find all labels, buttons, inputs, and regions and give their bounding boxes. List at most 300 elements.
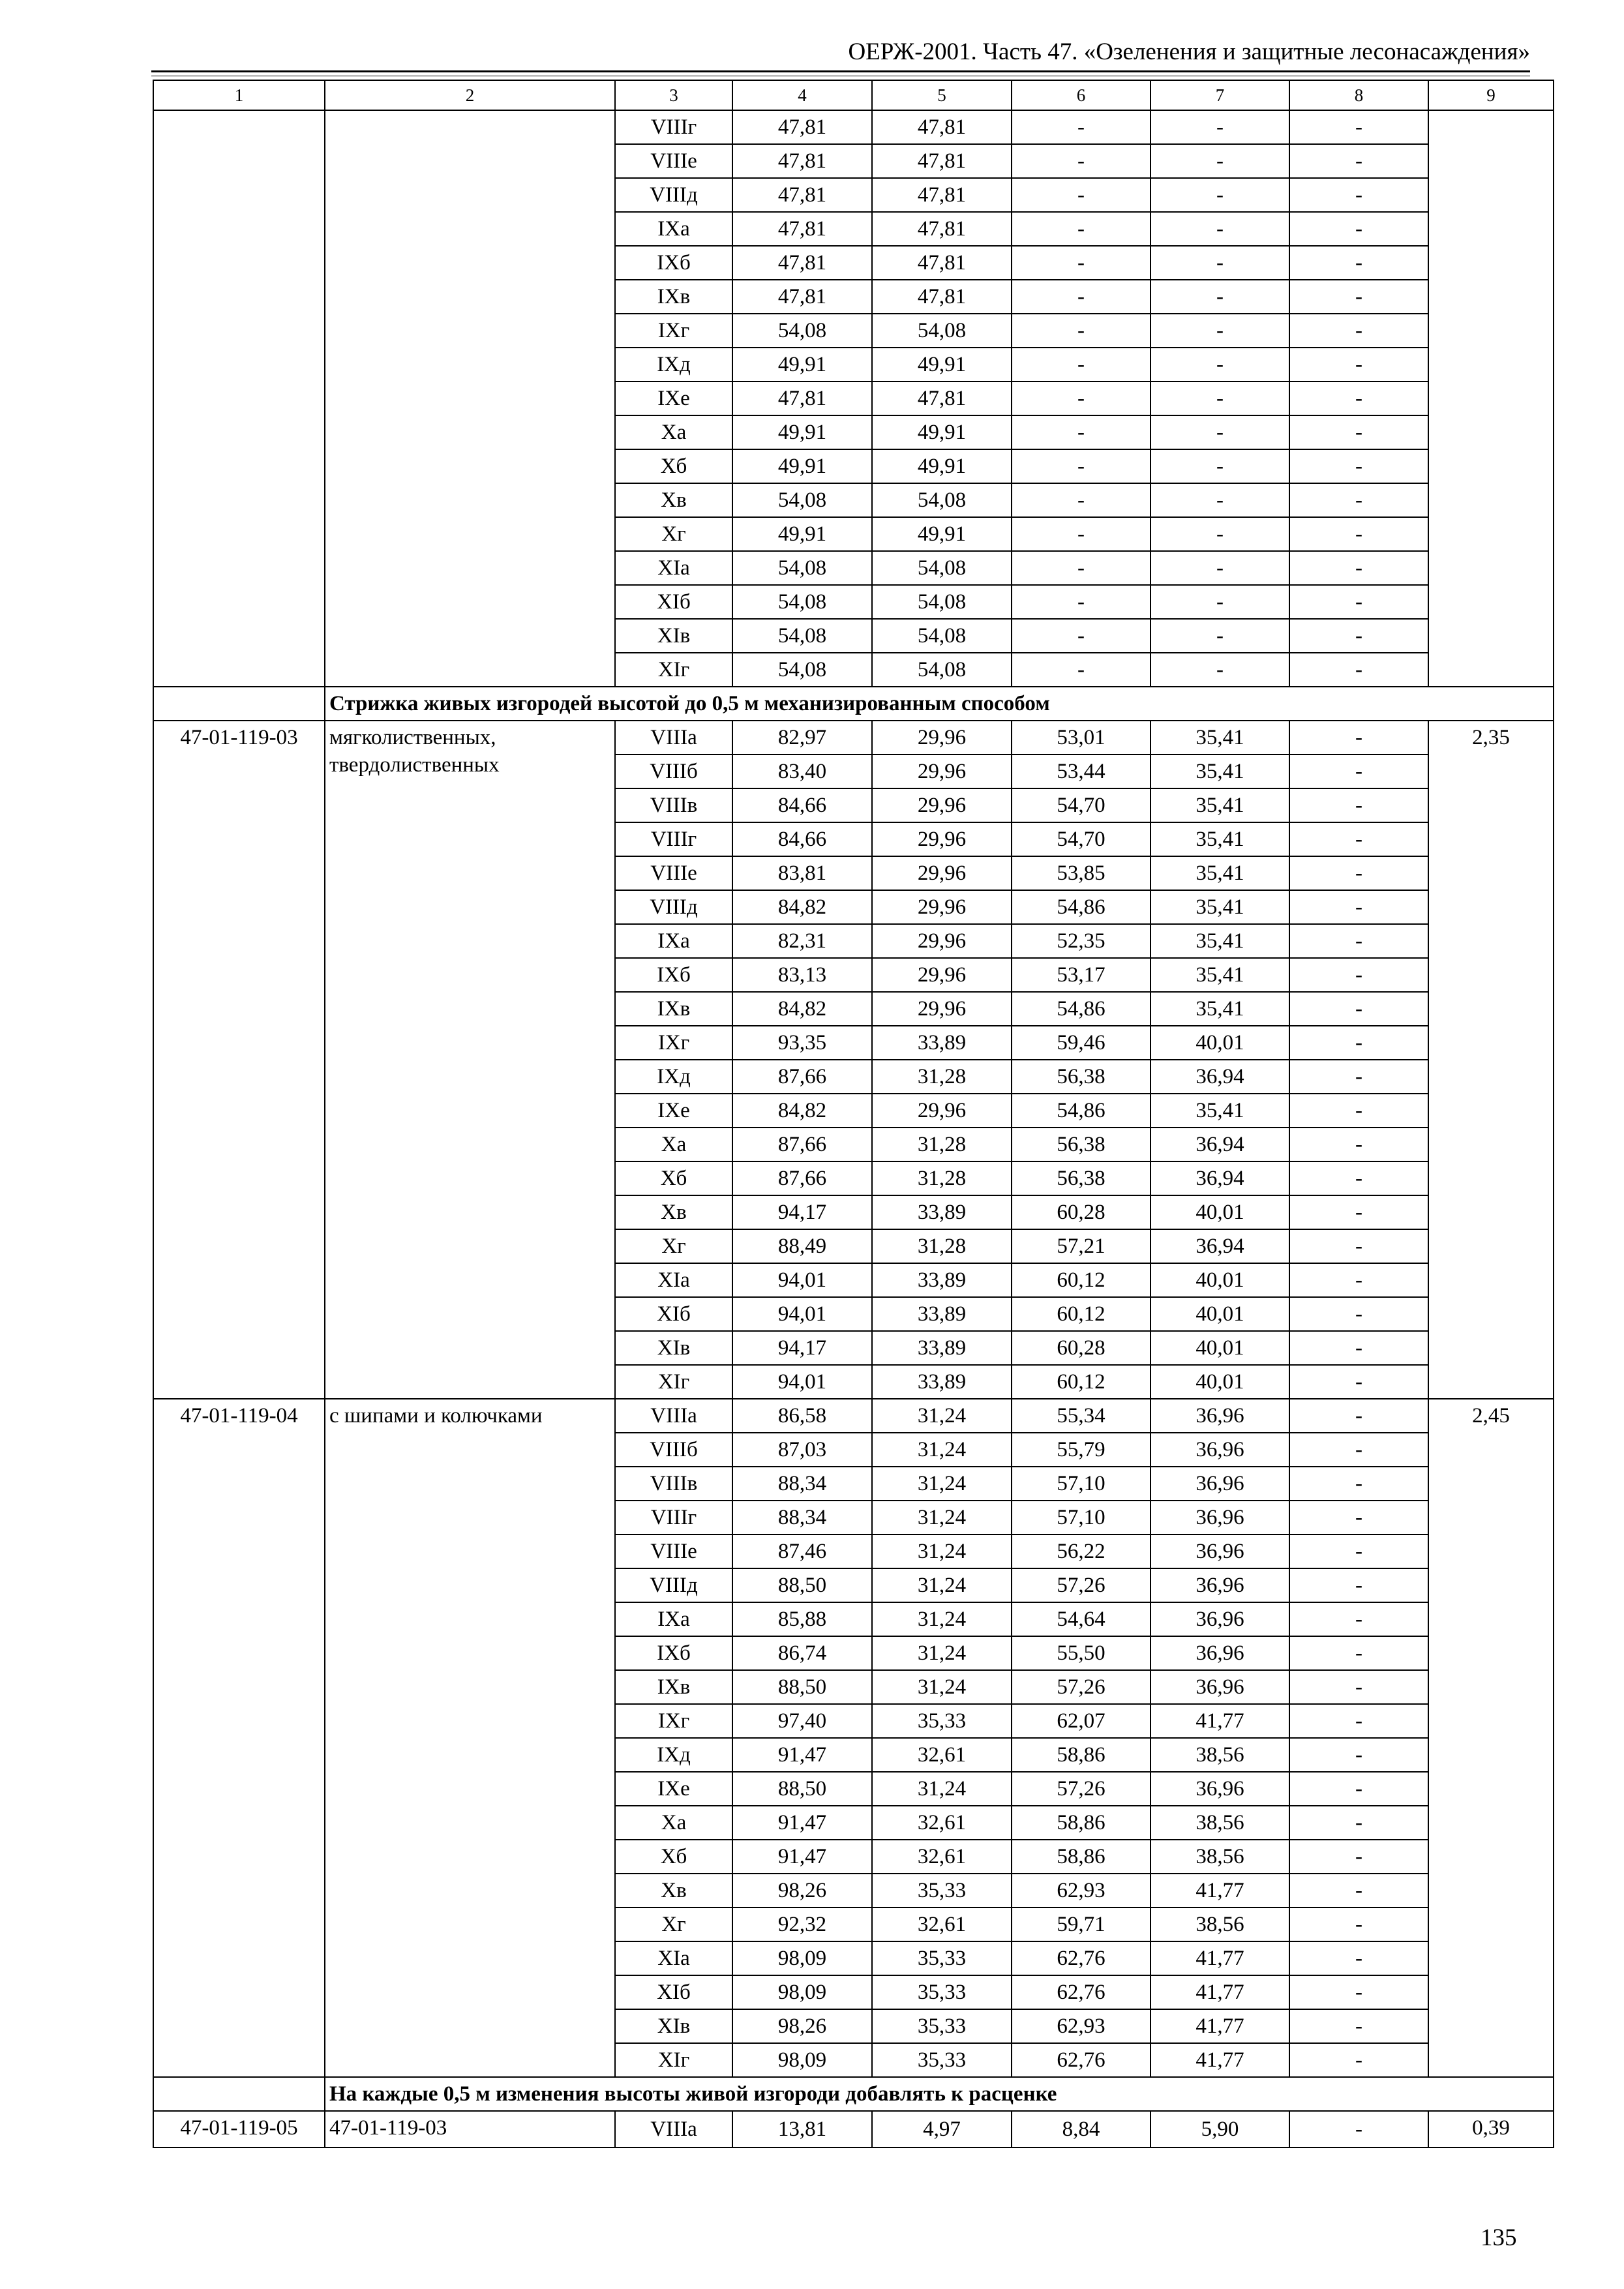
machinists-wages-cell: 36,96 [1150, 1534, 1289, 1568]
zone-cell: IXд [615, 348, 732, 382]
materials-cell: - [1289, 958, 1428, 992]
machinists-wages-cell: 35,41 [1150, 788, 1289, 822]
machines-cell: 60,12 [1012, 1263, 1150, 1297]
wages-cell: 32,61 [872, 1738, 1012, 1772]
machinists-wages-cell: - [1150, 653, 1289, 687]
machines-cell: 53,17 [1012, 958, 1150, 992]
total-cost-cell: 49,91 [732, 415, 872, 449]
total-cost-cell: 54,08 [732, 483, 872, 517]
wages-cell: 33,89 [872, 1297, 1012, 1331]
total-cost-cell: 91,47 [732, 1840, 872, 1874]
materials-cell: - [1289, 1908, 1428, 1941]
machines-cell: 53,85 [1012, 856, 1150, 890]
materials-cell: - [1289, 1840, 1428, 1874]
machines-cell: 62,76 [1012, 1941, 1150, 1975]
machines-cell: 58,86 [1012, 1840, 1150, 1874]
total-cost-cell: 84,66 [732, 788, 872, 822]
wages-cell: 49,91 [872, 517, 1012, 551]
machinists-wages-cell: 36,96 [1150, 1433, 1289, 1467]
materials-cell: - [1289, 788, 1428, 822]
machinists-wages-cell: - [1150, 178, 1289, 212]
column-number: 8 [1289, 80, 1428, 110]
total-cost-cell: 49,91 [732, 348, 872, 382]
machinists-wages-cell: 38,56 [1150, 1738, 1289, 1772]
materials-cell: - [1289, 314, 1428, 348]
machines-cell: 56,38 [1012, 1161, 1150, 1195]
materials-cell: - [1289, 246, 1428, 280]
total-cost-cell: 94,01 [732, 1297, 872, 1331]
machinists-wages-cell: 40,01 [1150, 1263, 1289, 1297]
wages-cell: 29,96 [872, 721, 1012, 755]
section-code-cell [153, 687, 325, 721]
machines-cell: 62,76 [1012, 1975, 1150, 2009]
machinists-wages-cell: 40,01 [1150, 1297, 1289, 1331]
zone-cell: VIIIд [615, 890, 732, 924]
machines-cell: 62,93 [1012, 2009, 1150, 2043]
wages-cell: 54,08 [872, 551, 1012, 585]
machinists-wages-cell: - [1150, 348, 1289, 382]
total-cost-cell: 98,26 [732, 1874, 872, 1908]
materials-cell: - [1289, 1772, 1428, 1806]
materials-cell: - [1289, 1433, 1428, 1467]
machinists-wages-cell: 38,56 [1150, 1840, 1289, 1874]
total-cost-cell: 98,09 [732, 1941, 872, 1975]
materials-cell: - [1289, 1874, 1428, 1908]
machines-cell: 59,71 [1012, 1908, 1150, 1941]
wages-cell: 32,61 [872, 1840, 1012, 1874]
zone-cell: VIIIб [615, 755, 732, 788]
machinists-wages-cell: 36,96 [1150, 1467, 1289, 1501]
wages-cell: 54,08 [872, 619, 1012, 653]
materials-cell: - [1289, 517, 1428, 551]
wages-cell: 31,28 [872, 1161, 1012, 1195]
wages-cell: 35,33 [872, 2043, 1012, 2077]
wages-cell: 31,24 [872, 1501, 1012, 1534]
materials-cell: - [1289, 585, 1428, 619]
machinists-wages-cell: 38,56 [1150, 1908, 1289, 1941]
zone-cell: IXе [615, 1772, 732, 1806]
zone-cell: IXе [615, 382, 732, 415]
machinists-wages-cell: - [1150, 619, 1289, 653]
labor-cost-cell: 2,35 [1428, 721, 1554, 1399]
wages-cell: 35,33 [872, 1941, 1012, 1975]
wages-cell: 29,96 [872, 822, 1012, 856]
zone-cell: XIг [615, 653, 732, 687]
column-number: 2 [325, 80, 615, 110]
machinists-wages-cell: 36,94 [1150, 1229, 1289, 1263]
zone-cell: VIIIе [615, 1534, 732, 1568]
wages-cell: 33,89 [872, 1331, 1012, 1365]
zone-cell: VIIIв [615, 788, 732, 822]
machines-cell: 54,86 [1012, 890, 1150, 924]
zone-cell: XIб [615, 1975, 732, 2009]
total-cost-cell: 54,08 [732, 619, 872, 653]
machinists-wages-cell: - [1150, 382, 1289, 415]
rate-name [325, 110, 615, 687]
machinists-wages-cell: 35,41 [1150, 856, 1289, 890]
zone-cell: VIIIа [615, 1399, 732, 1433]
machines-cell: - [1012, 348, 1150, 382]
zone-cell: VIIIе [615, 144, 732, 178]
wages-cell: 54,08 [872, 483, 1012, 517]
zone-cell: VIIIа [615, 2111, 732, 2147]
column-number: 6 [1012, 80, 1150, 110]
machinists-wages-cell: 40,01 [1150, 1195, 1289, 1229]
section-title: Стрижка живых изгородей высотой до 0,5 м механизированным способом [325, 687, 1554, 721]
machinists-wages-cell: 41,77 [1150, 2009, 1289, 2043]
machinists-wages-cell: 36,96 [1150, 1772, 1289, 1806]
zone-cell: IXв [615, 992, 732, 1026]
wages-cell: 33,89 [872, 1263, 1012, 1297]
wages-cell: 31,24 [872, 1467, 1012, 1501]
zone-cell: IXа [615, 1602, 732, 1636]
total-cost-cell: 83,81 [732, 856, 872, 890]
materials-cell: - [1289, 1161, 1428, 1195]
wages-cell: 54,08 [872, 585, 1012, 619]
machines-cell: - [1012, 178, 1150, 212]
labor-cost-cell: 2,45 [1428, 1399, 1554, 2077]
machinists-wages-cell: - [1150, 483, 1289, 517]
materials-cell: - [1289, 1704, 1428, 1738]
materials-cell: - [1289, 1297, 1428, 1331]
wages-cell: 31,24 [872, 1772, 1012, 1806]
machinists-wages-cell: 35,41 [1150, 755, 1289, 788]
materials-cell: - [1289, 1806, 1428, 1840]
total-cost-cell: 86,74 [732, 1636, 872, 1670]
labor-cost-cell: 0,39 [1428, 2111, 1554, 2147]
materials-cell: - [1289, 1128, 1428, 1161]
machines-cell: - [1012, 653, 1150, 687]
wages-cell: 31,24 [872, 1534, 1012, 1568]
table-row [153, 721, 1554, 755]
total-cost-cell: 91,47 [732, 1738, 872, 1772]
machines-cell: - [1012, 449, 1150, 483]
zone-cell: XIг [615, 2043, 732, 2077]
total-cost-cell: 86,58 [732, 1399, 872, 1433]
total-cost-cell: 87,66 [732, 1060, 872, 1094]
materials-cell: - [1289, 1602, 1428, 1636]
machinists-wages-cell: 36,96 [1150, 1568, 1289, 1602]
materials-cell: - [1289, 1738, 1428, 1772]
zone-cell: XIа [615, 551, 732, 585]
wages-cell: 31,24 [872, 1399, 1012, 1433]
total-cost-cell: 49,91 [732, 449, 872, 483]
total-cost-cell: 82,31 [732, 924, 872, 958]
machines-cell: 55,79 [1012, 1433, 1150, 1467]
zone-cell: XIб [615, 585, 732, 619]
machines-cell: 57,26 [1012, 1568, 1150, 1602]
total-cost-cell: 87,66 [732, 1161, 872, 1195]
total-cost-cell: 94,01 [732, 1263, 872, 1297]
materials-cell: - [1289, 449, 1428, 483]
zone-cell: IXд [615, 1738, 732, 1772]
machinists-wages-cell: - [1150, 415, 1289, 449]
machinists-wages-cell: 36,96 [1150, 1399, 1289, 1433]
total-cost-cell: 97,40 [732, 1704, 872, 1738]
machinists-wages-cell: 41,77 [1150, 1704, 1289, 1738]
total-cost-cell: 82,97 [732, 721, 872, 755]
machines-cell: 62,93 [1012, 1874, 1150, 1908]
rate-code: 47-01-119-04 [153, 1399, 325, 2077]
machines-cell: - [1012, 619, 1150, 653]
machines-cell: - [1012, 144, 1150, 178]
machinists-wages-cell: 35,41 [1150, 721, 1289, 755]
wages-cell: 31,28 [872, 1060, 1012, 1094]
total-cost-cell: 94,17 [732, 1331, 872, 1365]
machinists-wages-cell: 36,96 [1150, 1602, 1289, 1636]
machines-cell: - [1012, 415, 1150, 449]
materials-cell: - [1289, 1331, 1428, 1365]
materials-cell: - [1289, 1229, 1428, 1263]
materials-cell: - [1289, 1670, 1428, 1704]
machinists-wages-cell: 41,77 [1150, 1941, 1289, 1975]
materials-cell: - [1289, 856, 1428, 890]
materials-cell: - [1289, 619, 1428, 653]
total-cost-cell: 93,35 [732, 1026, 872, 1060]
total-cost-cell: 83,13 [732, 958, 872, 992]
wages-cell: 33,89 [872, 1365, 1012, 1399]
wages-cell: 33,89 [872, 1026, 1012, 1060]
materials-cell: - [1289, 1568, 1428, 1602]
materials-cell: - [1289, 144, 1428, 178]
header-rule [151, 70, 1530, 72]
wages-cell: 49,91 [872, 449, 1012, 483]
machinists-wages-cell: 35,41 [1150, 924, 1289, 958]
machines-cell: 60,28 [1012, 1195, 1150, 1229]
machines-cell: - [1012, 280, 1150, 314]
materials-cell: - [1289, 110, 1428, 144]
machines-cell: 55,50 [1012, 1636, 1150, 1670]
total-cost-cell: 84,82 [732, 1094, 872, 1128]
materials-cell: - [1289, 178, 1428, 212]
machinists-wages-cell: 36,94 [1150, 1128, 1289, 1161]
machinists-wages-cell: - [1150, 212, 1289, 246]
machines-cell: 8,84 [1012, 2111, 1150, 2147]
section-title: На каждые 0,5 м изменения высоты живой изгороди добавлять к расценке [325, 2077, 1554, 2111]
page-number: 135 [1481, 2224, 1517, 2251]
machinists-wages-cell: 36,94 [1150, 1161, 1289, 1195]
materials-cell: - [1289, 2009, 1428, 2043]
total-cost-cell: 54,08 [732, 653, 872, 687]
wages-cell: 31,28 [872, 1128, 1012, 1161]
total-cost-cell: 47,81 [732, 382, 872, 415]
zone-cell: VIIIг [615, 110, 732, 144]
zone-cell: VIIIв [615, 1467, 732, 1501]
zone-cell: Xа [615, 1128, 732, 1161]
machines-cell: 57,21 [1012, 1229, 1150, 1263]
total-cost-cell: 84,82 [732, 890, 872, 924]
total-cost-cell: 88,34 [732, 1467, 872, 1501]
wages-cell: 54,08 [872, 653, 1012, 687]
materials-cell: - [1289, 1094, 1428, 1128]
wages-cell: 49,91 [872, 415, 1012, 449]
rate-name: с шипами и колючками [325, 1399, 615, 2077]
machinists-wages-cell: 36,96 [1150, 1501, 1289, 1534]
machinists-wages-cell: 36,96 [1150, 1670, 1289, 1704]
total-cost-cell: 49,91 [732, 517, 872, 551]
wages-cell: 47,81 [872, 246, 1012, 280]
table-row [153, 1399, 1554, 1433]
machines-cell: 58,86 [1012, 1806, 1150, 1840]
machinists-wages-cell: - [1150, 246, 1289, 280]
zone-cell: VIIIб [615, 1433, 732, 1467]
materials-cell: - [1289, 755, 1428, 788]
wages-cell: 33,89 [872, 1195, 1012, 1229]
materials-cell: - [1289, 2043, 1428, 2077]
column-number: 5 [872, 80, 1012, 110]
machines-cell: 53,44 [1012, 755, 1150, 788]
wages-cell: 29,96 [872, 856, 1012, 890]
wages-cell: 4,97 [872, 2111, 1012, 2147]
zone-cell: VIIIг [615, 822, 732, 856]
machines-cell: 60,28 [1012, 1331, 1150, 1365]
total-cost-cell: 84,66 [732, 822, 872, 856]
machines-cell: - [1012, 246, 1150, 280]
machines-cell: - [1012, 551, 1150, 585]
wages-cell: 47,81 [872, 212, 1012, 246]
machines-cell: 54,86 [1012, 1094, 1150, 1128]
wages-cell: 35,33 [872, 1704, 1012, 1738]
materials-cell: - [1289, 822, 1428, 856]
machinists-wages-cell: - [1150, 585, 1289, 619]
materials-cell: - [1289, 212, 1428, 246]
zone-cell: IXб [615, 958, 732, 992]
machinists-wages-cell: 35,41 [1150, 890, 1289, 924]
machines-cell: 54,86 [1012, 992, 1150, 1026]
machines-cell: 62,07 [1012, 1704, 1150, 1738]
wages-cell: 49,91 [872, 348, 1012, 382]
rate-code: 47-01-119-05 [153, 2111, 325, 2147]
wages-cell: 47,81 [872, 110, 1012, 144]
wages-cell: 54,08 [872, 314, 1012, 348]
machinists-wages-cell: 35,41 [1150, 1094, 1289, 1128]
rate-code: 47-01-119-03 [153, 721, 325, 1399]
wages-cell: 35,33 [872, 2009, 1012, 2043]
total-cost-cell: 98,09 [732, 1975, 872, 2009]
materials-cell: - [1289, 992, 1428, 1026]
total-cost-cell: 47,81 [732, 110, 872, 144]
total-cost-cell: 88,50 [732, 1772, 872, 1806]
table-row [153, 110, 1554, 144]
zone-cell: IXа [615, 924, 732, 958]
materials-cell: - [1289, 1467, 1428, 1501]
machines-cell: 54,70 [1012, 822, 1150, 856]
wages-cell: 32,61 [872, 1806, 1012, 1840]
zone-cell: Xа [615, 1806, 732, 1840]
total-cost-cell: 83,40 [732, 755, 872, 788]
total-cost-cell: 47,81 [732, 246, 872, 280]
machinists-wages-cell: 5,90 [1150, 2111, 1289, 2147]
machines-cell: - [1012, 382, 1150, 415]
machinists-wages-cell: 35,41 [1150, 958, 1289, 992]
zone-cell: IXв [615, 280, 732, 314]
total-cost-cell: 94,17 [732, 1195, 872, 1229]
zone-cell: Xв [615, 1874, 732, 1908]
wages-cell: 29,96 [872, 924, 1012, 958]
zone-cell: VIIIе [615, 856, 732, 890]
machines-cell: - [1012, 314, 1150, 348]
machines-cell: 62,76 [1012, 2043, 1150, 2077]
materials-cell: - [1289, 1060, 1428, 1094]
total-cost-cell: 87,03 [732, 1433, 872, 1467]
zone-cell: IXб [615, 1636, 732, 1670]
wages-cell: 29,96 [872, 890, 1012, 924]
machinists-wages-cell: - [1150, 280, 1289, 314]
zone-cell: XIв [615, 1331, 732, 1365]
wages-cell: 31,24 [872, 1568, 1012, 1602]
materials-cell: - [1289, 483, 1428, 517]
wages-cell: 35,33 [872, 1975, 1012, 2009]
total-cost-cell: 47,81 [732, 280, 872, 314]
zone-cell: IXе [615, 1094, 732, 1128]
section-header-row [153, 687, 1554, 721]
machines-cell: 57,26 [1012, 1772, 1150, 1806]
machinists-wages-cell: - [1150, 449, 1289, 483]
machines-cell: 53,01 [1012, 721, 1150, 755]
zone-cell: Xв [615, 483, 732, 517]
zone-cell: XIв [615, 2009, 732, 2043]
materials-cell: - [1289, 653, 1428, 687]
total-cost-cell: 88,50 [732, 1568, 872, 1602]
zone-cell: IXд [615, 1060, 732, 1094]
machinists-wages-cell: 40,01 [1150, 1026, 1289, 1060]
zone-cell: IXв [615, 1670, 732, 1704]
total-cost-cell: 47,81 [732, 178, 872, 212]
machines-cell: 57,10 [1012, 1501, 1150, 1534]
materials-cell: - [1289, 1501, 1428, 1534]
page-header: ОЕРЖ-2001. Часть 47. «Озеленения и защитные лесонасаждения» [848, 38, 1530, 65]
total-cost-cell: 54,08 [732, 551, 872, 585]
zone-cell: IXг [615, 1704, 732, 1738]
total-cost-cell: 47,81 [732, 212, 872, 246]
materials-cell: - [1289, 1636, 1428, 1670]
zone-cell: Xв [615, 1195, 732, 1229]
column-number: 7 [1150, 80, 1289, 110]
wages-cell: 47,81 [872, 178, 1012, 212]
zone-cell: Xа [615, 415, 732, 449]
machinists-wages-cell: - [1150, 517, 1289, 551]
zone-cell: Xб [615, 1840, 732, 1874]
materials-cell: - [1289, 551, 1428, 585]
section-header-row [153, 2077, 1554, 2111]
wages-cell: 47,81 [872, 144, 1012, 178]
rate-code [153, 110, 325, 687]
total-cost-cell: 87,66 [732, 1128, 872, 1161]
total-cost-cell: 88,49 [732, 1229, 872, 1263]
table-row [153, 2111, 1554, 2147]
machinists-wages-cell: - [1150, 144, 1289, 178]
total-cost-cell: 88,34 [732, 1501, 872, 1534]
labor-cost-cell [1428, 110, 1554, 687]
wages-cell: 47,81 [872, 280, 1012, 314]
machinists-wages-cell: 40,01 [1150, 1365, 1289, 1399]
machines-cell: 56,38 [1012, 1128, 1150, 1161]
machines-cell: 60,12 [1012, 1297, 1150, 1331]
zone-cell: Xб [615, 1161, 732, 1195]
wages-cell: 47,81 [872, 382, 1012, 415]
total-cost-cell: 94,01 [732, 1365, 872, 1399]
zone-cell: XIб [615, 1297, 732, 1331]
machines-cell: 60,12 [1012, 1365, 1150, 1399]
machines-cell: - [1012, 483, 1150, 517]
table-body [153, 80, 1554, 2147]
wages-cell: 29,96 [872, 755, 1012, 788]
wages-cell: 31,24 [872, 1670, 1012, 1704]
zone-cell: VIIIг [615, 1501, 732, 1534]
total-cost-cell: 47,81 [732, 144, 872, 178]
total-cost-cell: 54,08 [732, 585, 872, 619]
materials-cell: - [1289, 1026, 1428, 1060]
